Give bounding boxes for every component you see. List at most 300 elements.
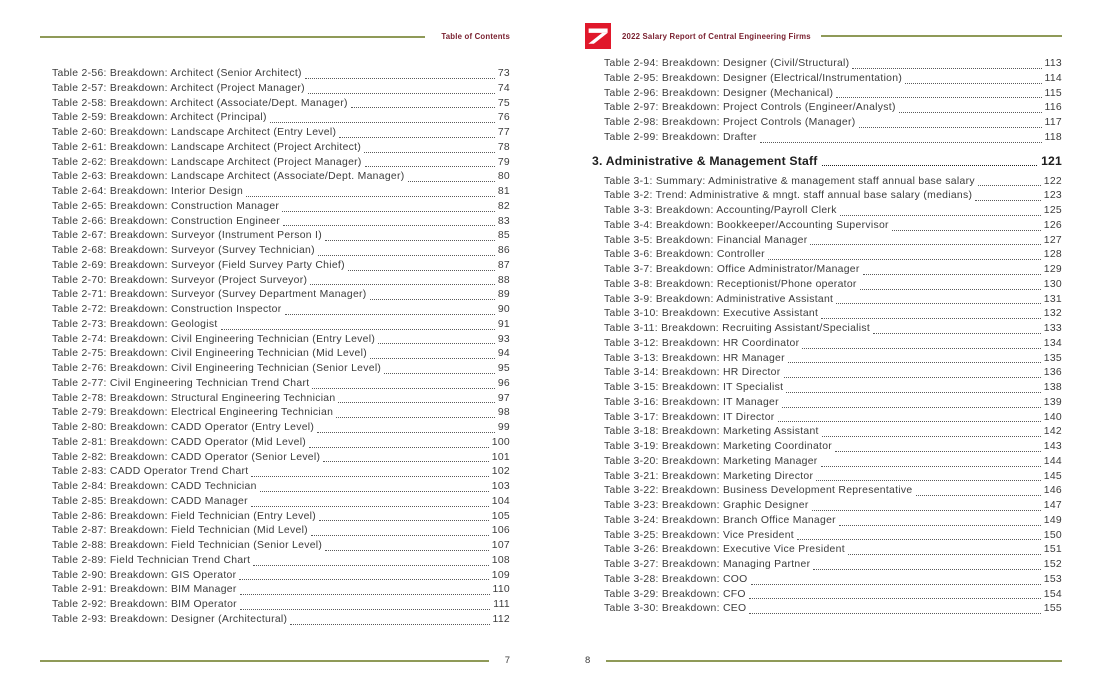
toc-entry[interactable] <box>52 451 510 466</box>
toc-entry-label: Table 3-13: Breakdown: HR Manager <box>604 352 785 364</box>
toc-entry-page: 95 <box>497 363 510 374</box>
toc-entry-page: 154 <box>1043 588 1062 600</box>
toc-entry-page: 83 <box>497 215 510 227</box>
toc-entry-page: 136 <box>1043 367 1062 379</box>
toc-entry[interactable] <box>604 307 1062 322</box>
toc-entry[interactable] <box>604 263 1062 278</box>
toc-entry-page: 90 <box>497 304 510 315</box>
dot-leader <box>325 240 495 241</box>
toc-entry-page: 128 <box>1043 249 1062 261</box>
toc-entry-page: 144 <box>1043 455 1062 467</box>
toc-entry-label: Table 2-62: Breakdown: Landscape Architect (Project Manager) <box>52 156 362 168</box>
toc-entry-page: 146 <box>1043 485 1062 497</box>
toc-entry-page: 91 <box>497 318 510 330</box>
toc-entry[interactable] <box>604 470 1062 485</box>
dot-leader <box>860 289 1041 290</box>
toc-entry[interactable] <box>52 244 510 259</box>
toc-entry[interactable] <box>604 116 1062 131</box>
dot-leader <box>816 480 1041 481</box>
toc-entry[interactable] <box>52 598 510 613</box>
dot-leader <box>822 436 1041 437</box>
toc-entry-page: 75 <box>497 97 510 109</box>
toc-entry[interactable] <box>52 480 510 495</box>
toc-entry-label: Table 3-20: Breakdown: Marketing Manager <box>604 455 818 467</box>
toc-entry-page: 103 <box>491 481 510 492</box>
toc-entry[interactable] <box>52 465 510 480</box>
toc-entry-page: 152 <box>1043 559 1062 570</box>
dot-leader <box>812 510 1041 511</box>
toc-entry-label: Table 2-84: Breakdown: CADD Technician <box>52 481 257 492</box>
toc-entry[interactable] <box>604 514 1062 529</box>
dot-leader <box>282 211 495 212</box>
dot-leader <box>325 550 489 551</box>
toc-entry-page: 102 <box>491 466 510 478</box>
toc-entry-label: Table 2-61: Breakdown: Landscape Architect (Project Architect) <box>52 141 362 153</box>
toc-entry-label: Table 2-66: Breakdown: Construction Engineer <box>52 215 281 227</box>
toc-entry-page: 96 <box>497 377 510 389</box>
toc-entry[interactable] <box>604 175 1062 190</box>
toc-entry-label: Table 3-3: Breakdown: Accounting/Payroll Clerk <box>604 205 837 216</box>
toc-entry-label: Table 2-83: CADD Operator Trend Chart <box>52 466 249 478</box>
footer-rule-line <box>40 660 489 662</box>
dot-leader <box>240 594 490 595</box>
dot-leader <box>905 83 1041 84</box>
toc-entry-page: 107 <box>491 540 510 551</box>
toc-entry-page: 87 <box>497 259 510 271</box>
toc-entry-label: Table 2-73: Breakdown: Geologist <box>52 318 218 330</box>
toc-entry-label: Table 3-19: Breakdown: Marketing Coordinator <box>604 441 833 452</box>
toc-entry-label: Table 3-11: Breakdown: Recruiting Assistant/Specialist <box>604 323 871 334</box>
toc-entry[interactable] <box>52 82 510 97</box>
toc-entry[interactable] <box>52 111 510 126</box>
toc-entry[interactable] <box>52 569 510 584</box>
toc-entry[interactable] <box>604 189 1062 204</box>
dot-leader <box>312 388 494 389</box>
section-heading-page: 121 <box>1041 153 1062 168</box>
toc-entry-label: Table 3-12: Breakdown: HR Coordinator <box>604 337 800 349</box>
dot-leader <box>351 107 495 108</box>
toc-entry-page: 126 <box>1043 219 1062 231</box>
toc-entry[interactable] <box>604 87 1062 102</box>
dot-leader <box>873 333 1041 334</box>
toc-entry-label: Table 2-88: Breakdown: Field Technician (Senior Level) <box>52 540 323 551</box>
report-title: 2022 Salary Report of Central Engineering Firms <box>622 31 811 41</box>
toc-entry-page: 101 <box>491 451 510 463</box>
toc-entry-page: 131 <box>1043 293 1062 305</box>
toc-entry-page: 82 <box>497 200 510 212</box>
toc-entry[interactable] <box>604 381 1062 396</box>
toc-entry-page: 118 <box>1044 131 1062 143</box>
toc-entry-page: 135 <box>1043 352 1062 364</box>
toc-entry-page: 76 <box>497 112 510 124</box>
dot-leader <box>975 200 1040 201</box>
toc-entry[interactable] <box>604 602 1062 617</box>
toc-entry-label: Table 2-91: Breakdown: BIM Manager <box>52 584 237 596</box>
toc-entry-page: 133 <box>1043 323 1062 334</box>
toc-entry-label: Table 3-30: Breakdown: CEO <box>604 603 747 615</box>
dot-leader <box>311 535 489 536</box>
toc-entry-page: 115 <box>1044 87 1062 99</box>
page-number: 7 <box>504 655 510 666</box>
toc-entry[interactable] <box>52 347 510 362</box>
toc-entry[interactable] <box>52 170 510 185</box>
dot-leader <box>240 609 490 610</box>
dot-leader <box>749 613 1040 614</box>
toc-entry-label: Table 2-90: Breakdown: GIS Operator <box>52 569 237 581</box>
dot-leader <box>221 329 495 330</box>
dot-leader <box>253 565 488 566</box>
toc-entry-page: 112 <box>492 613 510 625</box>
toc-entry[interactable] <box>604 396 1062 411</box>
toc-entry[interactable] <box>52 185 510 200</box>
toc-entry-page: 117 <box>1044 117 1062 128</box>
toc-entry-page: 143 <box>1043 441 1062 452</box>
toc-entry-label: Table 3-2: Trend: Administrative & mngt. staff annual base salary (medians) <box>604 190 973 202</box>
toc-list-right <box>592 57 1062 617</box>
dot-leader <box>836 97 1041 98</box>
toc-entry[interactable] <box>52 524 510 539</box>
toc-entry-label: Table 3-25: Breakdown: Vice President <box>604 529 794 541</box>
toc-entry-page: 99 <box>497 422 510 433</box>
dot-leader <box>839 525 1041 526</box>
dot-leader <box>836 303 1041 304</box>
dot-leader <box>378 343 495 344</box>
toc-entry-page: 139 <box>1043 396 1062 408</box>
toc-entry[interactable] <box>604 204 1062 219</box>
dot-leader <box>239 579 488 580</box>
toc-entry[interactable] <box>52 539 510 554</box>
dot-leader <box>813 569 1040 570</box>
toc-entry-page: 151 <box>1043 544 1062 556</box>
toc-entry-page: 108 <box>491 554 510 566</box>
toc-entry-label: Table 3-14: Breakdown: HR Director <box>604 367 781 379</box>
toc-entry-page: 94 <box>497 348 510 360</box>
toc-entry-page: 114 <box>1044 72 1062 84</box>
header-label: Table of Contents <box>441 32 510 41</box>
toc-entry[interactable] <box>52 436 510 451</box>
dot-leader <box>370 299 495 300</box>
dot-leader <box>978 185 1041 186</box>
dot-leader <box>810 244 1040 245</box>
footer-rule-line <box>606 660 1062 662</box>
toc-entry-page: 109 <box>491 569 510 581</box>
toc-entry-label: Table 2-85: Breakdown: CADD Manager <box>52 495 248 507</box>
toc-entry-label: Table 3-16: Breakdown: IT Manager <box>604 396 779 408</box>
toc-entry-label: Table 2-95: Breakdown: Designer (Electrical/Instrumentation) <box>604 72 903 84</box>
toc-entry[interactable] <box>604 322 1062 337</box>
toc-entry-label: Table 2-74: Breakdown: Civil Engineering Technician (Entry Level) <box>52 333 376 345</box>
toc-entry[interactable] <box>52 406 510 421</box>
toc-entry-label: Table 2-58: Breakdown: Architect (Associate/Dept. Manager) <box>52 97 348 109</box>
toc-entry[interactable] <box>604 337 1062 352</box>
dot-leader <box>916 495 1041 496</box>
dot-leader <box>290 624 489 625</box>
dot-leader <box>802 348 1040 349</box>
toc-entry[interactable] <box>604 588 1062 603</box>
toc-entry-label: Table 3-23: Breakdown: Graphic Designer <box>604 500 809 511</box>
toc-sublist-chapter2 <box>604 57 1062 146</box>
dot-leader <box>784 377 1041 378</box>
dot-leader <box>348 270 495 271</box>
dot-leader <box>336 417 495 418</box>
dot-leader <box>318 255 495 256</box>
toc-entry-page: 93 <box>497 333 510 345</box>
toc-entry[interactable] <box>52 333 510 348</box>
toc-entry-label: Table 2-94: Breakdown: Designer (Civil/Structural) <box>604 58 850 69</box>
toc-entry-label: Table 2-76: Breakdown: Civil Engineering Technician (Senior Level) <box>52 363 382 374</box>
toc-entry[interactable] <box>52 613 510 628</box>
toc-entry-label: Table 3-1: Summary: Administrative & management staff annual base salary <box>604 175 975 187</box>
toc-entry-label: Table 3-7: Breakdown: Office Administrator/Manager <box>604 264 860 275</box>
toc-entry-page: 97 <box>497 392 510 404</box>
toc-list-left <box>52 67 510 628</box>
toc-entry-label: Table 2-70: Breakdown: Surveyor (Project Surveyor) <box>52 274 308 286</box>
dot-leader <box>786 392 1040 393</box>
toc-entry-page: 127 <box>1043 234 1062 246</box>
toc-entry-page: 134 <box>1043 337 1062 349</box>
dot-leader <box>788 362 1041 363</box>
dot-leader <box>821 466 1041 467</box>
toc-entry-page: 89 <box>497 289 510 301</box>
toc-entry-page: 155 <box>1043 603 1062 615</box>
toc-entry[interactable] <box>52 288 510 303</box>
toc-entry[interactable] <box>52 97 510 112</box>
toc-sublist-chapter3 <box>604 175 1062 618</box>
toc-entry-label: Table 3-29: Breakdown: CFO <box>604 588 746 600</box>
toc-entry-page: 88 <box>497 274 510 286</box>
toc-entry-label: Table 2-71: Breakdown: Surveyor (Survey Department Manager) <box>52 289 367 301</box>
toc-entry-label: Table 2-60: Breakdown: Landscape Architect (Entry Level) <box>52 127 337 138</box>
toc-entry[interactable] <box>604 455 1062 470</box>
dot-leader <box>899 112 1042 113</box>
right-page-header <box>585 23 1062 49</box>
toc-entry-page: 79 <box>497 156 510 168</box>
toc-entry-label: Table 3-5: Breakdown: Financial Manager <box>604 234 808 246</box>
dot-leader <box>370 358 495 359</box>
toc-entry-page: 149 <box>1043 514 1062 526</box>
toc-entry[interactable] <box>604 543 1062 558</box>
zweig-logo-icon <box>585 23 611 49</box>
dot-leader <box>309 447 489 448</box>
dot-leader <box>305 78 495 79</box>
toc-entry-page: 122 <box>1043 175 1062 187</box>
toc-entry[interactable] <box>604 219 1062 234</box>
toc-entry[interactable] <box>52 495 510 510</box>
dot-leader <box>365 166 495 167</box>
dot-leader <box>863 274 1041 275</box>
dot-leader <box>797 539 1041 540</box>
dot-leader <box>384 373 495 374</box>
dot-leader <box>270 122 495 123</box>
toc-entry-label: Table 3-4: Breakdown: Bookkeeper/Accounting Supervisor <box>604 219 889 231</box>
dot-leader <box>319 520 489 521</box>
toc-entry[interactable] <box>52 510 510 525</box>
toc-entry-label: Table 3-10: Breakdown: Executive Assistant <box>604 308 819 320</box>
toc-entry-page: 138 <box>1043 382 1062 393</box>
dot-leader <box>246 196 495 197</box>
toc-entry-page: 150 <box>1043 529 1062 541</box>
toc-entry-label: Table 3-22: Breakdown: Business Development Representative <box>604 485 913 497</box>
toc-entry-label: Table 3-8: Breakdown: Receptionist/Phone operator <box>604 278 857 290</box>
toc-entry-label: Table 2-82: Breakdown: CADD Operator (Senior Level) <box>52 451 321 463</box>
toc-entry-label: Table 3-27: Breakdown: Managing Partner <box>604 559 811 570</box>
toc-entry-label: Table 2-64: Breakdown: Interior Design <box>52 186 244 197</box>
toc-entry-label: Table 2-65: Breakdown: Construction Manager <box>52 200 280 212</box>
toc-entry-page: 81 <box>497 186 510 197</box>
dot-leader <box>323 461 488 462</box>
toc-entry-label: Table 2-87: Breakdown: Field Technician (Mid Level) <box>52 525 308 537</box>
toc-entry[interactable] <box>52 377 510 392</box>
toc-entry[interactable] <box>604 234 1062 249</box>
toc-entry-label: Table 2-89: Field Technician Trend Chart <box>52 554 251 566</box>
toc-entry[interactable] <box>604 352 1062 367</box>
toc-entry-label: Table 2-81: Breakdown: CADD Operator (Mid Level) <box>52 436 307 448</box>
dot-leader <box>310 284 495 285</box>
toc-entry[interactable] <box>604 248 1062 263</box>
toc-entry[interactable] <box>604 499 1062 514</box>
toc-entry[interactable] <box>604 57 1062 72</box>
toc-entry-page: 142 <box>1043 426 1062 438</box>
toc-entry[interactable] <box>604 558 1062 573</box>
toc-entry[interactable] <box>604 366 1062 381</box>
toc-entry[interactable] <box>52 200 510 215</box>
toc-entry[interactable] <box>604 278 1062 293</box>
toc-entry[interactable] <box>52 421 510 436</box>
toc-entry-page: 86 <box>497 245 510 256</box>
toc-entry[interactable] <box>604 131 1062 146</box>
dot-leader <box>283 225 495 226</box>
header-rule-line <box>40 36 425 38</box>
toc-entry[interactable] <box>52 126 510 141</box>
toc-entry[interactable] <box>52 259 510 274</box>
toc-entry[interactable] <box>604 440 1062 455</box>
dot-leader <box>768 259 1041 260</box>
toc-entry-page: 74 <box>497 82 510 94</box>
toc-entry-page: 104 <box>491 495 510 507</box>
dot-leader <box>251 476 488 477</box>
toc-entry-label: Table 2-67: Breakdown: Surveyor (Instrument Person I) <box>52 230 323 242</box>
dot-leader <box>760 142 1042 143</box>
toc-entry[interactable] <box>604 411 1062 426</box>
dot-leader <box>848 554 1041 555</box>
toc-entry[interactable] <box>52 67 510 82</box>
toc-entry-label: Table 2-93: Breakdown: Designer (Architectural) <box>52 613 288 625</box>
header-rule-line <box>821 35 1062 37</box>
dot-leader <box>835 451 1041 452</box>
toc-entry[interactable] <box>52 229 510 244</box>
toc-entry-page: 105 <box>491 510 510 522</box>
dot-leader <box>782 407 1041 408</box>
section-heading-label: 3. Administrative & Management Staff <box>592 153 818 168</box>
dot-leader <box>364 152 495 153</box>
toc-entry-label: Table 3-15: Breakdown: IT Specialist <box>604 382 784 393</box>
toc-entry-page: 140 <box>1043 411 1062 423</box>
dot-leader <box>751 584 1041 585</box>
toc-entry-page: 80 <box>497 171 510 183</box>
toc-entry[interactable] <box>604 484 1062 499</box>
toc-entry-page: 125 <box>1043 205 1062 216</box>
dot-leader <box>892 230 1041 231</box>
toc-entry-label: Table 2-86: Breakdown: Field Technician (Entry Level) <box>52 510 317 522</box>
toc-entry-page: 145 <box>1043 470 1062 482</box>
toc-entry-label: Table 3-18: Breakdown: Marketing Assistant <box>604 426 819 438</box>
toc-entry-label: Table 2-59: Breakdown: Architect (Principal) <box>52 112 267 124</box>
toc-entry-page: 130 <box>1043 278 1062 290</box>
toc-entry-page: 113 <box>1044 58 1062 69</box>
toc-entry-label: Table 2-56: Breakdown: Architect (Senior Architect) <box>52 68 302 79</box>
toc-entry[interactable] <box>604 101 1062 116</box>
dot-leader <box>338 402 494 403</box>
dot-leader <box>749 598 1041 599</box>
toc-entry-page: 123 <box>1043 190 1062 202</box>
dot-leader <box>251 506 489 507</box>
toc-entry-label: Table 3-17: Breakdown: IT Director <box>604 411 775 423</box>
toc-entry[interactable] <box>604 425 1062 440</box>
toc-entry[interactable] <box>604 573 1062 588</box>
dot-leader <box>778 421 1041 422</box>
dot-leader <box>285 314 495 315</box>
toc-entry-label: Table 2-79: Breakdown: Electrical Engineering Technician <box>52 407 334 419</box>
dot-leader <box>840 215 1041 216</box>
toc-entry[interactable] <box>52 274 510 289</box>
toc-entry-page: 132 <box>1043 308 1062 320</box>
toc-entry[interactable] <box>52 554 510 569</box>
dot-leader <box>408 181 495 182</box>
toc-entry-label: Table 2-72: Breakdown: Construction Inspector <box>52 304 282 315</box>
toc-entry-label: Table 3-21: Breakdown: Marketing Director <box>604 470 814 482</box>
toc-section-heading[interactable] <box>592 153 1062 170</box>
toc-entry-label: Table 2-99: Breakdown: Drafter <box>604 131 757 143</box>
toc-entry[interactable] <box>52 303 510 318</box>
toc-entry-label: Table 3-28: Breakdown: COO <box>604 573 748 585</box>
toc-entry-page: 73 <box>497 68 510 79</box>
toc-entry-label: Table 2-75: Breakdown: Civil Engineering Technician (Mid Level) <box>52 348 367 360</box>
toc-entry-page: 100 <box>491 436 510 448</box>
toc-entry[interactable] <box>604 293 1062 308</box>
toc-entry-label: Table 2-96: Breakdown: Designer (Mechanical) <box>604 87 834 99</box>
toc-entry[interactable] <box>52 215 510 230</box>
toc-entry[interactable] <box>52 141 510 156</box>
toc-entry-label: Table 2-69: Breakdown: Surveyor (Field Survey Party Chief) <box>52 259 345 271</box>
toc-entry-label: Table 2-57: Breakdown: Architect (Project Manager) <box>52 82 305 94</box>
dot-leader <box>339 137 495 138</box>
toc-entry[interactable] <box>604 529 1062 544</box>
toc-entry[interactable] <box>52 583 510 598</box>
toc-entry[interactable] <box>52 392 510 407</box>
toc-entry-label: Table 3-9: Breakdown: Administrative Assistant <box>604 293 834 305</box>
toc-entry[interactable] <box>52 318 510 333</box>
dot-leader <box>317 432 495 433</box>
toc-entry-label: Table 3-6: Breakdown: Controller <box>604 249 765 261</box>
toc-entry-label: Table 2-98: Breakdown: Project Controls (Manager) <box>604 117 856 128</box>
toc-entry-page: 129 <box>1043 264 1062 275</box>
page-number: 8 <box>585 655 591 666</box>
toc-entry-label: Table 2-80: Breakdown: CADD Operator (Entry Level) <box>52 422 315 433</box>
toc-entry-page: 153 <box>1043 573 1062 585</box>
toc-entry-page: 147 <box>1043 500 1062 511</box>
toc-entry-label: Table 3-24: Breakdown: Branch Office Manager <box>604 514 836 526</box>
toc-entry-page: 98 <box>497 407 510 419</box>
toc-entry-page: 78 <box>497 141 510 153</box>
toc-entry-label: Table 2-68: Breakdown: Surveyor (Survey Technician) <box>52 245 315 256</box>
toc-entry[interactable] <box>52 362 510 377</box>
toc-entry-page: 85 <box>497 230 510 242</box>
toc-entry-page: 111 <box>493 599 510 610</box>
toc-entry[interactable] <box>604 72 1062 87</box>
toc-entry-label: Table 2-97: Breakdown: Project Controls (Engineer/Analyst) <box>604 102 896 114</box>
toc-entry[interactable] <box>52 156 510 171</box>
dot-leader <box>859 127 1042 128</box>
